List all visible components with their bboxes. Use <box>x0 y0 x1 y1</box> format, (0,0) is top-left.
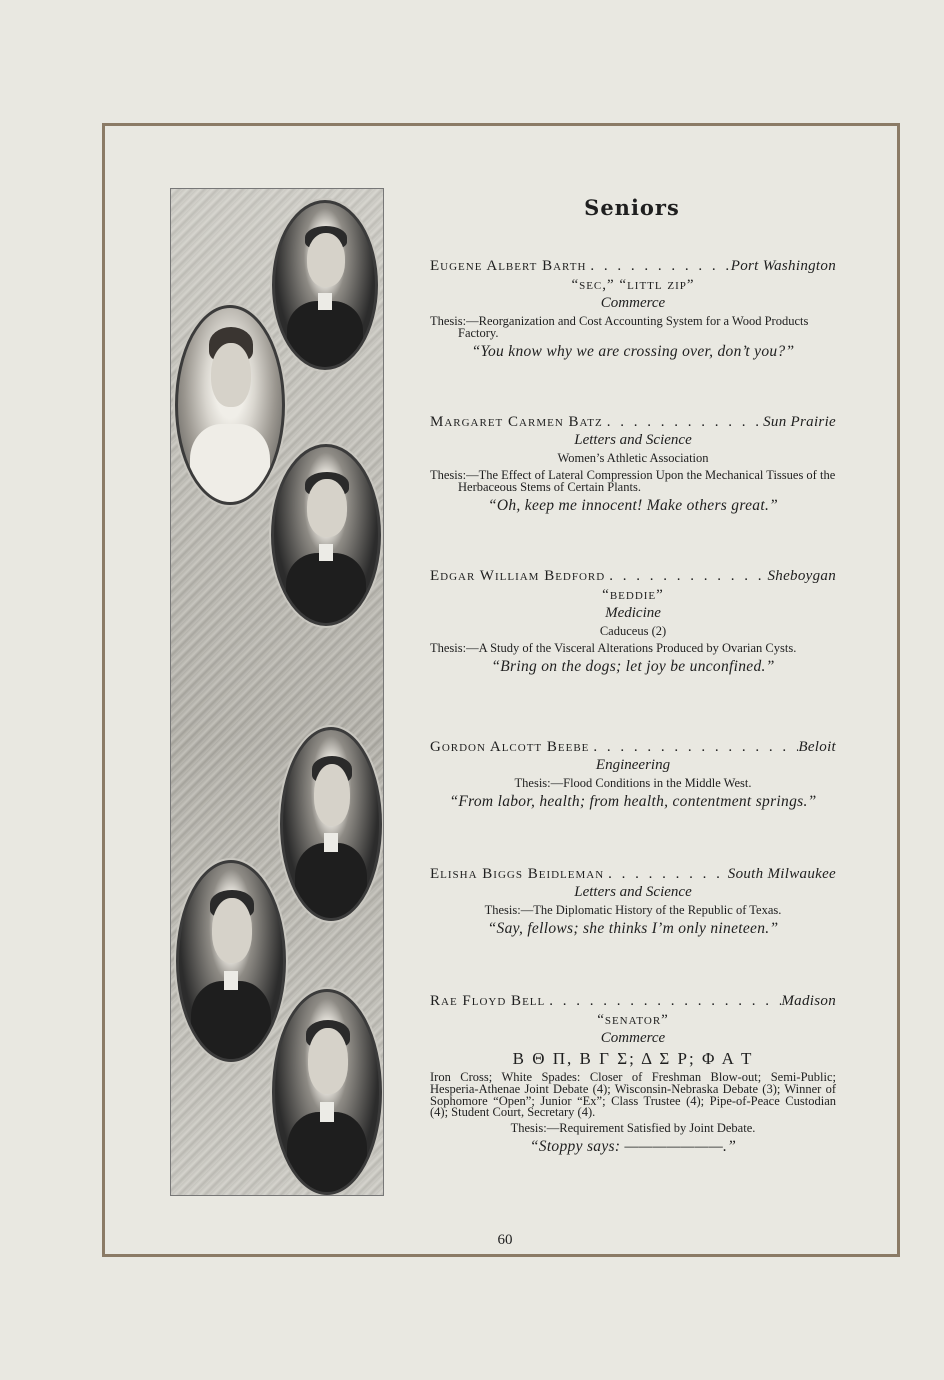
senior-thesis: Thesis:—Flood Conditions in the Middle West. <box>514 776 752 790</box>
senior-name: Edgar William Bedford <box>430 568 606 584</box>
portrait-bedford <box>271 444 381 626</box>
senior-thesis: Thesis:—The Effect of Lateral Compression Upon the Mechanical Tissues of the Herbaceous Stems of Certain Plants. <box>430 468 836 494</box>
senior-hometown: Sun Prairie <box>763 414 836 430</box>
senior-name: Elisha Biggs Beidleman <box>430 866 605 882</box>
leader-dots <box>545 993 781 1010</box>
senior-college: Commerce <box>600 295 666 311</box>
leader-dots <box>604 866 728 883</box>
portrait-bell <box>272 989 382 1195</box>
senior-quote: “Bring on the dogs; let joy be unconfined.” <box>491 658 775 675</box>
senior-hometown: Sheboygan <box>767 568 836 584</box>
senior-name: Eugene Albert Barth <box>430 258 587 274</box>
leader-dots <box>586 258 730 275</box>
leader-dots <box>605 568 767 585</box>
senior-college: Letters and Science <box>574 432 692 448</box>
senior-college: Medicine <box>605 605 661 621</box>
senior-thesis: Thesis:—The Diplomatic History of the Republic of Texas. <box>484 903 782 917</box>
senior-activities: Caduceus (2) <box>599 624 667 638</box>
senior-quote: “You know why we are crossing over, don’t you?” <box>471 343 795 360</box>
senior-name: Gordon Alcott Beebe <box>430 739 590 755</box>
portrait-batz <box>175 305 285 505</box>
senior-college: Letters and Science <box>574 884 692 900</box>
senior-entry <box>430 258 836 361</box>
senior-college: Commerce <box>600 1030 666 1046</box>
senior-entry <box>430 568 836 676</box>
senior-thesis: Thesis:—Reorganization and Cost Accounting System for a Wood Products Factory. <box>430 314 809 340</box>
senior-thesis: Thesis:—A Study of the Visceral Alterations Produced by Ovarian Cysts. <box>430 641 797 655</box>
leader-dots <box>589 739 798 756</box>
page-title: Seniors <box>584 195 680 220</box>
page-number: 60 <box>497 1232 513 1248</box>
senior-hometown: Madison <box>781 993 836 1009</box>
senior-fraternities: Β Θ Π, Β Γ Σ; Δ Σ Ρ; Φ Α Τ <box>512 1049 754 1068</box>
senior-nickname: “sec,” “littl zip” <box>571 277 695 293</box>
senior-quote: “From labor, health; from health, contentment springs.” <box>449 793 817 810</box>
senior-entry <box>430 739 836 811</box>
senior-thesis: Thesis:—Requirement Satisfied by Joint Debate. <box>510 1121 756 1136</box>
senior-hometown: Beloit <box>798 739 836 755</box>
senior-nickname: “senator” <box>597 1012 669 1028</box>
senior-activities: Women’s Athletic Association <box>557 451 709 465</box>
senior-nickname: “beddie” <box>602 587 664 603</box>
senior-name: Margaret Carmen Batz <box>430 414 603 430</box>
senior-hometown: South Milwaukee <box>727 866 836 882</box>
senior-entry <box>430 993 836 1156</box>
leader-dots <box>603 414 763 431</box>
senior-college: Engineering <box>595 757 671 773</box>
senior-entry <box>430 866 836 938</box>
portrait-beebe <box>280 727 382 921</box>
portrait-panel <box>170 188 384 1196</box>
portrait-beidleman <box>176 860 286 1062</box>
portrait-barth <box>272 200 378 370</box>
senior-honors: Iron Cross; White Spades: Closer of Freshman Blow-out; Semi-Public; Hesperia-Athenae Joint Debate (4); Wisconsin-Nebraska Debate (3); Winner of Sophomore “Open”; Junior “Ex”; Class Trustee (4); Pipe-of-Peace Custodian (4); Student Court, Secretary (4). <box>430 1070 836 1120</box>
senior-name: Rae Floyd Bell <box>430 993 546 1009</box>
senior-hometown: Port Washington <box>730 258 836 274</box>
senior-quote: “Oh, keep me innocent! Make others great.” <box>487 497 779 514</box>
senior-entry <box>430 414 836 515</box>
senior-quote: “Stoppy says: ———————.” <box>529 1138 737 1156</box>
senior-quote: “Say, fellows; she thinks I’m only nineteen.” <box>487 920 779 937</box>
